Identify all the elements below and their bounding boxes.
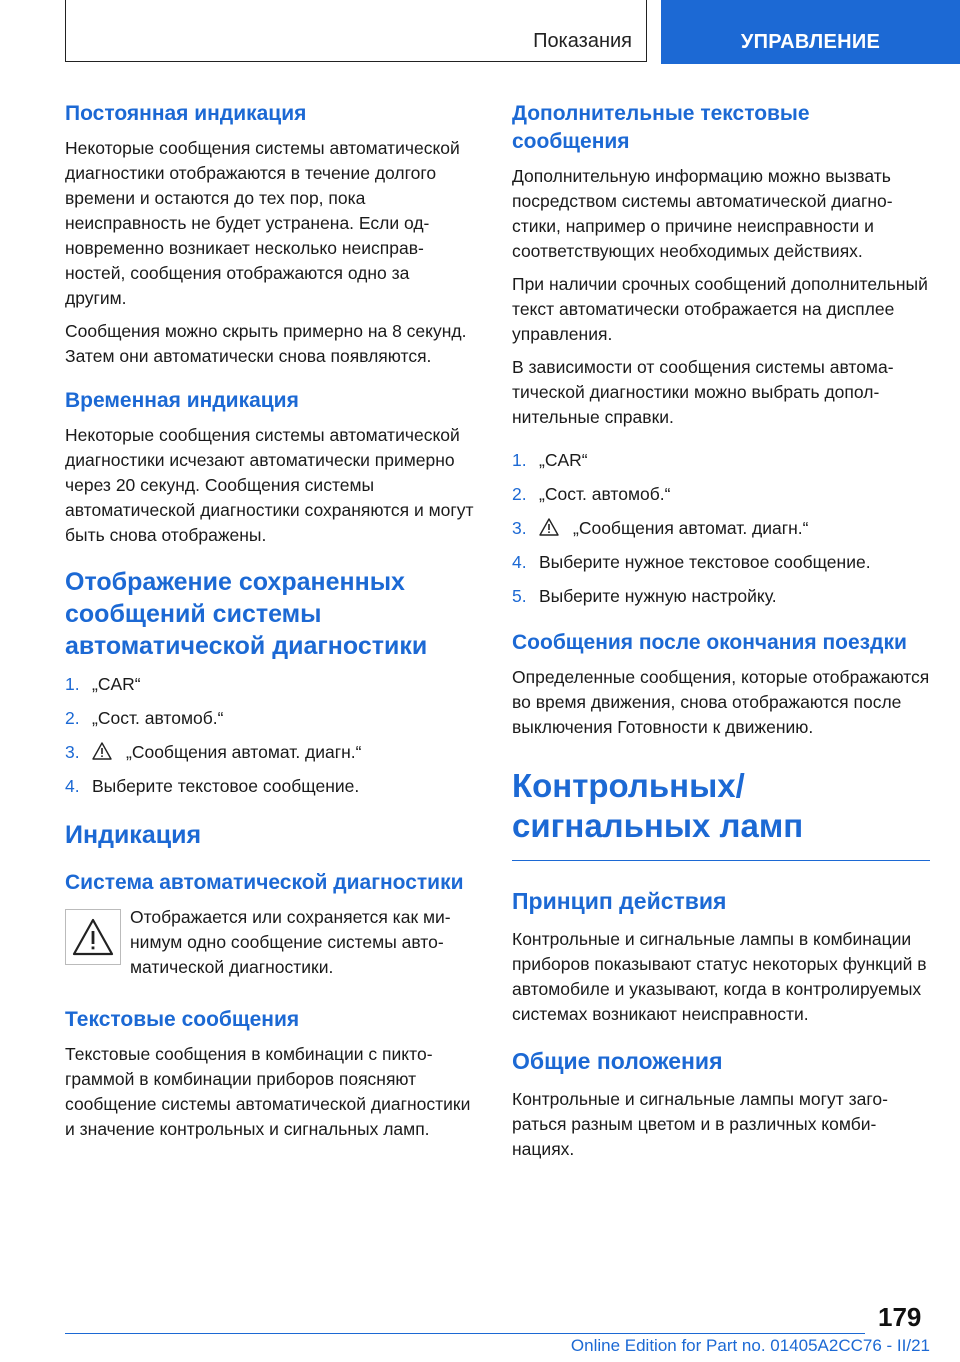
section-permanent-display xyxy=(65,100,475,369)
section-title: Принцип действия xyxy=(512,888,727,914)
step-number: 3. xyxy=(65,742,80,762)
section-general xyxy=(512,1045,930,1162)
section-title: Текстовые сообщения xyxy=(65,1008,300,1031)
paragraph: Контрольные и сигнальные лампы в комбинации приборов показывают статус некоторых функций в автомобиле и указывают, когда в контролируемых системах возникают неисправности. xyxy=(512,929,927,1024)
step-text: Выберите нужное текстовое сообщение. xyxy=(539,552,871,572)
section-title: Постоянная индикация xyxy=(65,102,307,125)
chapter-title: Контрольных/сигнальных ламп xyxy=(512,767,804,844)
warning-icon xyxy=(92,742,112,760)
step-text: Выберите текстовое сообщение. xyxy=(92,776,360,796)
list-item xyxy=(512,550,930,575)
section-title: Общие положения xyxy=(512,1048,723,1074)
section-temporary-display xyxy=(65,387,475,548)
paragraph: Определенные сообщения, которые отображаются во время движения, снова отображаются после выключения Готовности к движению. xyxy=(512,667,930,737)
list-item xyxy=(65,774,475,799)
section-title: Сообщения после окончания поездки xyxy=(512,631,907,654)
step-number: 5. xyxy=(512,586,527,606)
footer-edition[interactable]: Online Edition for Part no. 01405A2CC76 - II/21 xyxy=(570,1336,930,1355)
section-text-messages xyxy=(65,1006,475,1142)
step-text: „CAR“ xyxy=(539,450,588,470)
step-text: „Сост. автомоб.“ xyxy=(92,708,224,728)
section-saved-messages xyxy=(65,566,475,799)
page-number: 179 xyxy=(878,1302,922,1332)
section-title: Дополнительные текстовые сообщения xyxy=(512,102,810,153)
paragraph: Некоторые сообщения системы автоматической диагностики отображаются в течение долгого времени и остаются до тех пор, пока неисправность не будет устранена. Если одновременно возникает несколько неисправностей, сообщения отображаются одно за другим. xyxy=(65,138,460,308)
paragraph: Текстовые сообщения в комбинации с пиктограммой в комбинации приборов поясняют сообщение системы автоматической диагностики и значение контрольных и сигнальных ламп. xyxy=(65,1044,471,1139)
step-number: 4. xyxy=(512,552,527,572)
warning-icon xyxy=(539,518,559,536)
section-principle xyxy=(512,885,930,1027)
section-title: Система автоматической диагностики xyxy=(65,871,464,894)
list-item xyxy=(512,516,930,541)
step-number: 3. xyxy=(512,518,527,538)
paragraph: Дополнительную информацию можно вызвать посредством системы автоматической диагностики, например о причине неисправности и соответствующих необходимых действиях. xyxy=(512,166,893,261)
section-title-indication: Индикация xyxy=(65,821,202,849)
section-title: Временная индикация xyxy=(65,389,299,412)
list-item xyxy=(512,448,930,473)
header-section-label: Показания xyxy=(533,30,632,52)
list-item xyxy=(512,584,930,609)
chapter-divider xyxy=(512,860,930,861)
section-auto-diagnosis xyxy=(65,869,475,980)
warning-text: Отображается или сохраняется как минимум одно сообщение системы автоматической диагностики. xyxy=(130,907,451,977)
paragraph: В зависимости от сообщения системы автоматической диагностики можно выбрать дополнительные справки. xyxy=(512,357,894,427)
right-column xyxy=(512,100,930,1180)
paragraph: Некоторые сообщения системы автоматической диагностики исчезают автоматически примерно через 20 секунд. Сообщения системы автоматической диагностики сохраняются и могут быть снова отображены. xyxy=(65,425,474,545)
paragraph: При наличии срочных сообщений дополнительный текст автоматически отображается на дисплее управления. xyxy=(512,274,928,344)
step-number: 1. xyxy=(65,674,80,694)
list-item xyxy=(65,740,475,765)
step-number: 2. xyxy=(65,708,80,728)
footer-divider xyxy=(65,1333,865,1334)
list-item xyxy=(65,706,475,731)
step-text: „Сообщения автомат. диагн.“ xyxy=(573,518,809,538)
warning-icon-box xyxy=(65,909,121,965)
section-title: Отображение сохраненных сообщений системы автоматической диагностики xyxy=(65,568,428,660)
paragraph: Контрольные и сигнальные лампы могут загораться разным цветом и в различных комбинациях. xyxy=(512,1089,888,1159)
paragraph: Сообщения можно скрыть примерно на 8 секунд. Затем они автоматически снова появляются. xyxy=(65,321,467,366)
warning-row xyxy=(65,905,475,980)
left-column xyxy=(65,100,475,1160)
steps-list xyxy=(512,448,930,609)
warning-icon xyxy=(72,918,114,956)
step-number: 2. xyxy=(512,484,527,504)
section-additional-text xyxy=(512,100,930,430)
step-text: „Сост. автомоб.“ xyxy=(539,484,671,504)
step-text: Выберите нужную настройку. xyxy=(539,586,777,606)
steps-list xyxy=(65,672,475,799)
step-number: 1. xyxy=(512,450,527,470)
header-section-box xyxy=(65,0,647,62)
list-item xyxy=(65,672,475,697)
step-text: „CAR“ xyxy=(92,674,141,694)
step-number: 4. xyxy=(65,776,80,796)
header-chapter-tab[interactable]: УПРАВЛЕНИЕ xyxy=(661,0,960,64)
step-text: „Сообщения автомат. диагн.“ xyxy=(126,742,362,762)
section-after-trip xyxy=(512,629,930,740)
list-item xyxy=(512,482,930,507)
